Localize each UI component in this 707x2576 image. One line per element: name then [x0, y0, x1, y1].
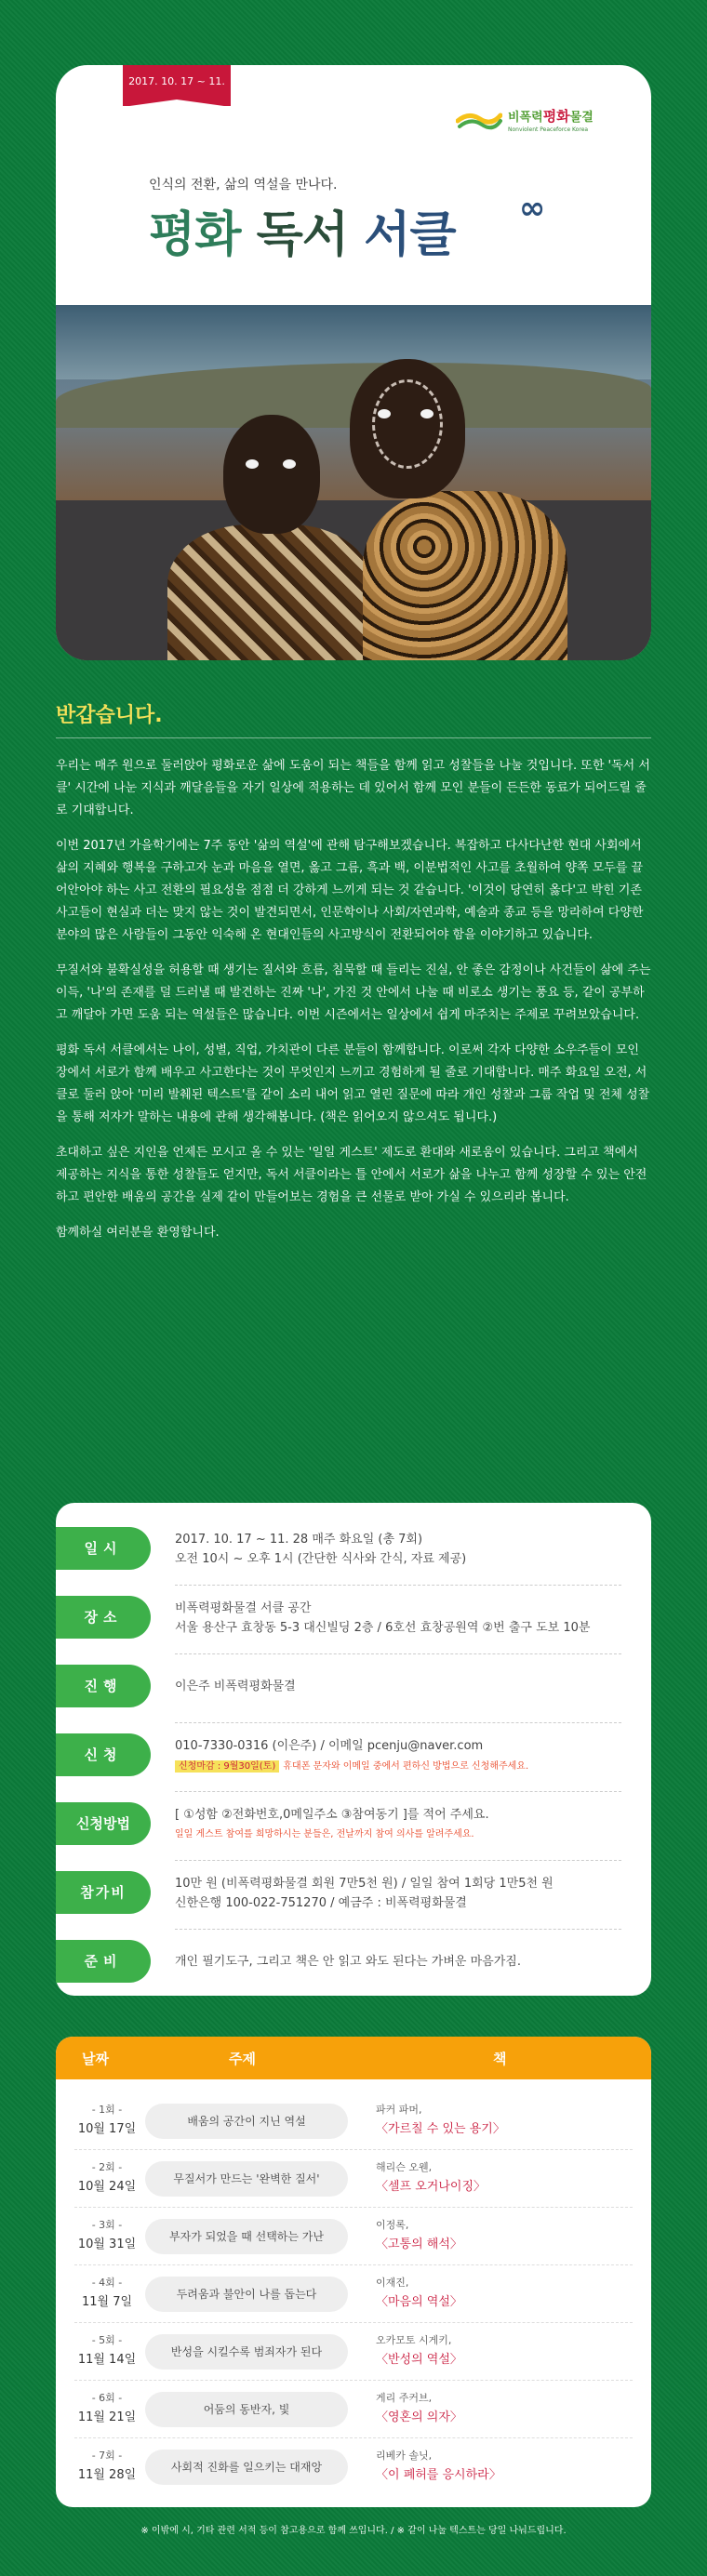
session-number: - 1회 - — [91, 2104, 123, 2116]
schedule-header — [56, 2037, 651, 2079]
session-date: 10월 17일 — [77, 2122, 137, 2136]
session-topic: 반성을 시킬수록 범죄자가 된다 — [145, 2334, 348, 2370]
session-date: 11월 28일 — [77, 2468, 137, 2482]
title-word-2: 독서 — [256, 207, 349, 263]
session-number: - 6회 - — [91, 2392, 123, 2404]
info-line: 이은주 비폭력평화물결 — [175, 1680, 296, 1693]
session-topic: 사회적 진화를 일으키는 대재앙 — [145, 2450, 348, 2485]
photo-eye — [283, 459, 296, 469]
info-content — [175, 1874, 554, 1913]
book-title: 〈셀프 오거나이징〉 — [376, 2180, 487, 2194]
divider — [175, 1653, 621, 1654]
photo-eye — [378, 409, 391, 418]
cover-card — [56, 65, 651, 660]
info-label: 준비 — [56, 1940, 151, 1983]
title-word-1: 평화 — [149, 207, 241, 263]
book-title: 〈이 폐허를 응시하라〉 — [376, 2468, 501, 2482]
photo-person-1-face — [223, 415, 320, 534]
table-row — [56, 2265, 651, 2323]
info-line: 10만 원 (비폭력평화물결 회원 7만5천 원) / 일일 참여 1회당 1만5천 원 — [175, 1877, 554, 1891]
book-author: 해리슨 오웬, — [376, 2161, 433, 2173]
book-author: 이재진, — [376, 2277, 409, 2289]
title-word-3: 서클 — [364, 207, 456, 263]
table-row — [56, 2150, 651, 2208]
tagline: 인식의 전환, 삶의 역설을 만나다. — [149, 178, 338, 193]
session-date: 10월 24일 — [77, 2180, 137, 2194]
photo-eye — [246, 459, 259, 469]
table-row — [56, 2208, 651, 2265]
intro-paragraph: 초대하고 싶은 지인을 언제든 모시고 올 수 있는 '일일 게스트' 제도로 환대와 새로움이 있습니다. 그리고 책에서 제공하는 지식을 통한 성찰들도 얻지만, 독서 서클이라는 틀 안에서 서로가 삶을 나누고 함께 성장할 수 있는 안전하고 편안한 배움의 공간을 실제 같이 만들어보는 경험을 큰 선물로 받아 가실 수 있으리라 봅니다. — [56, 1146, 647, 1204]
cover-photo — [56, 305, 651, 660]
info-content — [175, 1599, 590, 1638]
info-line: 010-7330-0316 (이은주) / 이메일 pcenju@naver.com — [175, 1739, 484, 1753]
column-header-date: 날짜 — [82, 2051, 109, 2067]
column-header-topic: 주제 — [229, 2051, 256, 2067]
info-line: [ ①성함 ②전화번호,0메일주소 ③참여동기 ]를 적어 주세요. — [175, 1808, 489, 1822]
info-content — [175, 1736, 528, 1776]
photo-face-paint — [372, 379, 443, 469]
session-topic: 배움의 공간이 지닌 역설 — [145, 2104, 348, 2139]
info-line: 신한은행 100-022-751270 / 예금주 : 비폭력평화물결 — [175, 1896, 467, 1910]
logo-title — [508, 106, 594, 126]
footnote: ※ 이밖에 시, 기타 관련 서적 등이 참고용으로 함께 쓰입니다. / ※ 같이 나눌 텍스트는 당일 나눠드립니다. — [140, 2526, 567, 2536]
schedule-table — [56, 2037, 651, 2507]
info-content — [175, 1677, 296, 1696]
table-row — [56, 2381, 651, 2438]
info-label: 참가비 — [56, 1871, 151, 1914]
session-date: 11월 21일 — [77, 2410, 137, 2424]
photo-person-1-body — [167, 524, 372, 660]
logo-title-part1: 비폭력 — [508, 111, 543, 125]
book-title: 〈마음의 역설〉 — [376, 2295, 462, 2309]
date-tag: 2017. 10. 17 ~ 11. 28 — [123, 65, 231, 106]
info-label: 장소 — [56, 1596, 151, 1639]
table-row — [56, 2438, 651, 2496]
session-date: 10월 31일 — [77, 2237, 137, 2251]
info-note: 휴대폰 문자와 이메일 중에서 편하신 방법으로 신청해주세요. — [283, 1761, 529, 1772]
book-title: 〈반성의 역설〉 — [376, 2353, 462, 2367]
intro-section — [56, 699, 651, 1257]
info-line: 개인 필기도구, 그리고 책은 안 읽고 와도 된다는 가벼운 마음가짐. — [175, 1955, 521, 1969]
book-author: 오카모토 시게키, — [376, 2334, 452, 2346]
logo-title-part2: 평화 — [542, 108, 570, 125]
info-content — [175, 1805, 489, 1844]
book-title: 〈가르칠 수 있는 용기〉 — [376, 2122, 505, 2136]
info-note: 일일 게스트 참여를 희망하시는 분들은, 전날까지 참여 의사를 알려주세요. — [175, 1829, 474, 1839]
info-label: 신청 — [56, 1733, 151, 1776]
divider — [175, 1791, 621, 1792]
session-topic: 두려움과 불안이 나를 돕는다 — [145, 2277, 348, 2312]
photo-eye — [420, 409, 434, 418]
logo-title-part3: 물결 — [569, 111, 594, 125]
book-author: 파커 파머, — [376, 2104, 422, 2116]
divider — [175, 1585, 621, 1586]
session-date: 11월 7일 — [81, 2295, 133, 2309]
intro-paragraph: 무질서와 불확실성을 허용할 때 생기는 질서와 흐름, 침묵할 때 들리는 진실, 안 좋은 감정이나 사건들이 삶에 주는 이득, '나'의 존재를 덜 드러낼 때 발견하는 진짜 '나', 가진 것 안에서 나눌 때 비로소 생기는 풍요 등, 같이 공부하고 깨달아 가면 도움 되는 역설들은 많습니다. 이번 시즌에서는 일상에서 쉽게 마주치는 주제로 꾸려보았습니다. — [56, 963, 651, 1022]
info-line: 2017. 10. 17 ~ 11. 28 매주 화요일 (총 7회) — [175, 1533, 423, 1547]
info-label: 신청방법 — [56, 1802, 151, 1845]
session-topic: 어둠의 동반자, 빛 — [145, 2392, 348, 2427]
session-number: - 4회 - — [91, 2277, 123, 2289]
info-card — [56, 1503, 651, 1996]
session-topic: 부자가 되었을 때 선택하는 가난 — [145, 2219, 348, 2254]
table-row — [56, 2323, 651, 2381]
logo — [456, 102, 595, 145]
session-number: - 3회 - — [91, 2219, 123, 2231]
session-number: - 5회 - — [91, 2334, 123, 2346]
book-title: 〈고통의 해석〉 — [376, 2237, 462, 2251]
session-number: - 7회 - — [91, 2450, 123, 2462]
info-line: 오전 10시 ~ 오후 1시 (간단한 식사와 간식, 자료 제공) — [175, 1552, 467, 1566]
session-topic: 무질서가 만드는 '완벽한 질서' — [145, 2161, 348, 2197]
logo-icon — [456, 108, 502, 132]
session-number: - 2회 - — [91, 2161, 123, 2173]
book-author: 이정록, — [376, 2219, 409, 2231]
intro-paragraph: 함께하실 여러분을 환영합니다. — [56, 1226, 220, 1240]
info-label: 진행 — [56, 1665, 151, 1707]
divider — [175, 1860, 621, 1861]
table-row — [56, 2092, 651, 2150]
intro-paragraph: 평화 독서 서클에서는 나이, 성별, 직업, 가치관이 다른 분들이 함께합니다. 이로써 각자 다양한 소우주들이 모인 장에서 서로가 함께 배우고 사고한다는 것이 무엇인지 느끼고 경험하게 될 줄로 기대합니다. 매주 화요일 오전, 서클로 둘러 앉아 '미리 발췌된 텍스트'를 같이 소리 내어 읽고 열린 질문에 따라 개인 성찰과 그룹 작업 및 전체 성찰을 통해 저자가 말하는 내용에 관해 생각해봅니다. (책은 읽어오지 않으셔도 됩니다.) — [56, 1043, 650, 1124]
book-author: 리베카 솔닛, — [376, 2450, 433, 2462]
divider — [175, 1722, 621, 1723]
info-line: 서울 용산구 효창동 5-3 대신빌딩 2층 / 6호선 효창공원역 ②번 출구 도보 10분 — [175, 1621, 591, 1635]
divider — [175, 1929, 621, 1930]
intro-paragraph: 우리는 매주 원으로 둘러앉아 평화로운 삶에 도움이 되는 책들을 함께 읽고 성찰들을 나눌 것입니다. 또한 '독서 서클' 시간에 나눈 지식과 깨달음들을 자기 일상에 적용하는 데 있어서 함께 모인 분들이 든든한 동료가 되어드릴 줄로 기대합니다. — [56, 759, 650, 817]
info-content — [175, 1952, 521, 1972]
intro-paragraph: 이번 2017년 가을학기에는 7주 동안 '삶의 역설'에 관해 탐구해보겠습니다. 복잡하고 다사다난한 현대 사회에서 삶의 지혜와 행복을 구하고자 눈과 마음을 열면, 옳고 그름, 흑과 백, 이분법적인 사고를 초월하여 양쪽 모두를 끌어안아야 하는 사고 전환의 필요성을 점점 더 강하게 느끼게 되는 것 같습니다. '이것이 당연히 옳다'고 박힌 기존 사고들이 현실과 더는 맞지 않는 것이 발견되면서, 인문학이나 사회/자연과학, 예술과 종교 등을 망라하여 다양한 분야의 많은 사람들이 그동안 익숙해 온 현대인들의 사고방식이 전환되어야 함을 이야기하고 있습니다. — [56, 839, 644, 942]
intro-heading: 반갑습니다. — [56, 699, 651, 738]
infinity-icon: ∞ — [519, 190, 546, 227]
photo-person-2-body — [363, 491, 567, 660]
info-line: 비폭력평화물결 서클 공간 — [175, 1601, 312, 1615]
book-author: 게리 주커브, — [376, 2392, 433, 2404]
info-label: 일시 — [56, 1527, 151, 1570]
column-header-book: 책 — [493, 2051, 507, 2067]
logo-subtitle: Nonviolent Peaceforce Korea — [508, 126, 589, 133]
book-title: 〈영혼의 의자〉 — [376, 2410, 462, 2424]
deadline-badge: 신청마감 : 9월30일(토) — [175, 1760, 279, 1773]
page-title — [149, 195, 456, 265]
session-date: 11월 14일 — [77, 2353, 137, 2367]
info-content — [175, 1530, 466, 1569]
